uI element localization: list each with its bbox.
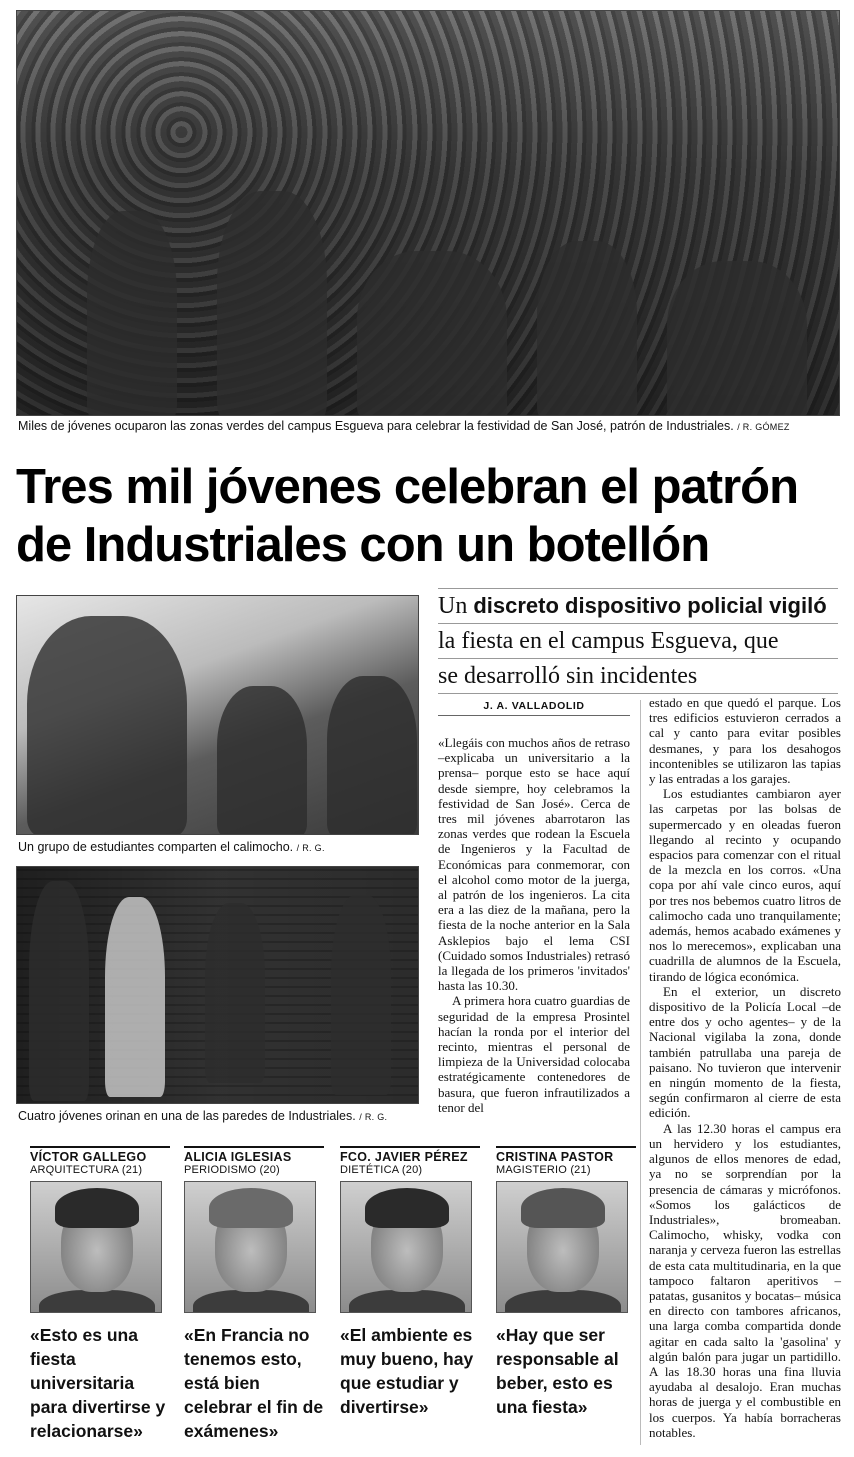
photo-figure bbox=[357, 251, 507, 416]
subhead-bold: discreto dispositivo policial vigiló bbox=[473, 593, 827, 618]
photo-figure bbox=[217, 191, 327, 416]
photo-figure bbox=[537, 241, 637, 416]
main-photo-caption bbox=[18, 419, 790, 433]
portrait-photo bbox=[340, 1181, 472, 1313]
paragraph: A las 12.30 horas el campus era un hervidero y los estudiantes, algunos de ellos menores de edad, ya no se sorprendían por la presencia de cámaras y micrófonos. «Somos los galácticos de Industriales», bromeaban. Calimocho, whisky, vodka con naranja y cerveza fueron las estrellas de esta cata multitudinaria, en la que tampoco faltaron aperitivos –patatas, gusanitos y bocatas– música en directo con tambores africanos, una larga comba compartida donde agitar en cada salto la 'gasolina' y algún balón para jugar un partidillo. A las 18.30 horas una fina lluvia ayudaba al desalojo. Eran muchas horas de juerga y el combustible en los cuerpos. Ya había borracheras notables. bbox=[649, 1120, 841, 1440]
photo-figure bbox=[87, 211, 177, 416]
headline-line-2: de Industriales con un botellón bbox=[16, 518, 710, 572]
profile-quote: «Hay que ser responsable al beber, esto es una fiesta» bbox=[496, 1325, 619, 1417]
calimocho-caption bbox=[18, 840, 325, 854]
calimocho-photo bbox=[16, 595, 419, 835]
subhead-line-3: se desarrolló sin incidentes bbox=[438, 659, 838, 694]
photo-credit: / R. G. bbox=[296, 843, 325, 853]
subheadline bbox=[438, 588, 838, 694]
photo-credit: / R. G. bbox=[359, 1112, 388, 1122]
photo-figure bbox=[217, 686, 307, 835]
profile-alicia-iglesias bbox=[184, 1146, 324, 1443]
photo-figure bbox=[205, 903, 265, 1083]
article-column-2 bbox=[649, 695, 841, 1440]
profile-name: VÍCTOR GALLEGO bbox=[30, 1146, 170, 1164]
subhead-line-2: la fiesta en el campus Esgueva, que bbox=[438, 624, 838, 659]
profile-info: ARQUITECTURA (21) bbox=[30, 1164, 143, 1176]
profile-info: MAGISTERIO (21) bbox=[496, 1164, 591, 1176]
byline: J. A. VALLADOLID bbox=[438, 700, 630, 716]
crowd-photo bbox=[16, 10, 840, 416]
wall-photo bbox=[16, 866, 419, 1104]
headline bbox=[16, 458, 846, 574]
portrait-photo bbox=[184, 1181, 316, 1313]
article-column-1 bbox=[438, 735, 630, 1115]
caption-text: Miles de jóvenes ocuparon las zonas verdes del campus Esgueva para celebrar la festividad de San José, patrón de Industriales. bbox=[18, 419, 734, 433]
profile-quote: «En Francia no tenemos esto, está bien celebrar el fin de exámenes» bbox=[184, 1325, 324, 1441]
photo-figure bbox=[29, 881, 89, 1101]
photo-credit: / R. GÓMEZ bbox=[737, 422, 790, 432]
profile-name: ALICIA IGLESIAS bbox=[184, 1146, 324, 1164]
portrait-photo bbox=[496, 1181, 628, 1313]
photo-figure bbox=[27, 616, 187, 835]
profile-quote: «Esto es una fiesta universitaria para divertirse y relacionarse» bbox=[30, 1325, 166, 1441]
profile-cristina-pastor bbox=[496, 1146, 636, 1419]
caption-text: Un grupo de estudiantes comparten el calimocho. bbox=[18, 840, 294, 854]
profile-name: FCO. JAVIER PÉREZ bbox=[340, 1146, 480, 1164]
profile-quote: «El ambiente es muy bueno, hay que estudiar y divertirse» bbox=[340, 1325, 474, 1417]
photo-figure bbox=[667, 261, 807, 416]
profile-victor-gallego bbox=[30, 1146, 170, 1443]
paragraph: estado en que quedó el parque. Los tres edificios estuvieron cerrados a cal y canto para evitar posibles desmanes, y para los desahogos incontenibles se utilizaron las tapias y las entradas a los garajes. bbox=[649, 695, 841, 787]
subhead-plain: Un bbox=[438, 593, 474, 619]
wall-caption bbox=[18, 1109, 387, 1123]
profile-info: PERIODISMO (20) bbox=[184, 1164, 280, 1176]
subhead-line-1 bbox=[438, 589, 838, 624]
paragraph: En el exterior, un discreto dispositivo de la Policía Local –de entre dos y ocho agentes– y de la Nacional vigilaba la zona, donde también patrullaba una pareja de paisano. No tuvieron que intervenir en ningún momento de la fiesta, según confirmaron al cierre de esta edición. bbox=[649, 983, 841, 1121]
headline-line-1: Tres mil jóvenes celebran el patrón bbox=[16, 460, 798, 514]
photo-figure bbox=[331, 895, 391, 1095]
column-divider bbox=[640, 700, 641, 1445]
portrait-photo bbox=[30, 1181, 162, 1313]
paragraph: «Llegáis con muchos años de retraso –explicaba un universitario a la prensa– porque esto se hace aquí desde siempre, hoy celebramos la festividad de San José». Cerca de tres mil jóvenes abarrotaron las zonas verdes que rodean la Escuela de Ingenieros y la Facultad de Económicas para conmemorar, con el alcohol como motor de la juerga, al patrón de los ingenieros. La cita era a las diez de la mañana, pero la fiesta de la noche anterior en la Sala Asklepios bajo el lema CSI (Cuidado somos Industriales) retrasó la llegada de los primeros 'invitados' hasta las 10.30. bbox=[438, 735, 630, 994]
profile-name: CRISTINA PASTOR bbox=[496, 1146, 636, 1164]
paragraph: Los estudiantes cambiaron ayer las carpetas por las bolsas de supermercado y en oleadas fueron llegando al recinto y ocupando espacios para comenzar con el ritual de la mezcla en los corros. «Una copa por ahí vale cinco euros, aquí por tres nos bebemos cuatro litros de calimocho cada uno tranquilamente; además, hemos acabado exámenes y nos lo merecemos», explicaban una cuadrilla de alumnos de la Escuela, tirando de lógica económica. bbox=[649, 786, 841, 984]
caption-text: Cuatro jóvenes orinan en una de las paredes de Industriales. bbox=[18, 1109, 356, 1123]
profile-info: DIETÉTICA (20) bbox=[340, 1164, 423, 1176]
photo-figure bbox=[327, 676, 417, 835]
photo-figure bbox=[105, 897, 165, 1097]
profile-javier-perez bbox=[340, 1146, 480, 1419]
paragraph: A primera hora cuatro guardias de seguridad de la empresa Prosintel hacían la ronda por el interior del recinto, mientras el personal de limpieza de la Universidad colocaba estratégicamente contenedores de basura, que fueron infrautilizados a tenor del bbox=[438, 993, 630, 1115]
